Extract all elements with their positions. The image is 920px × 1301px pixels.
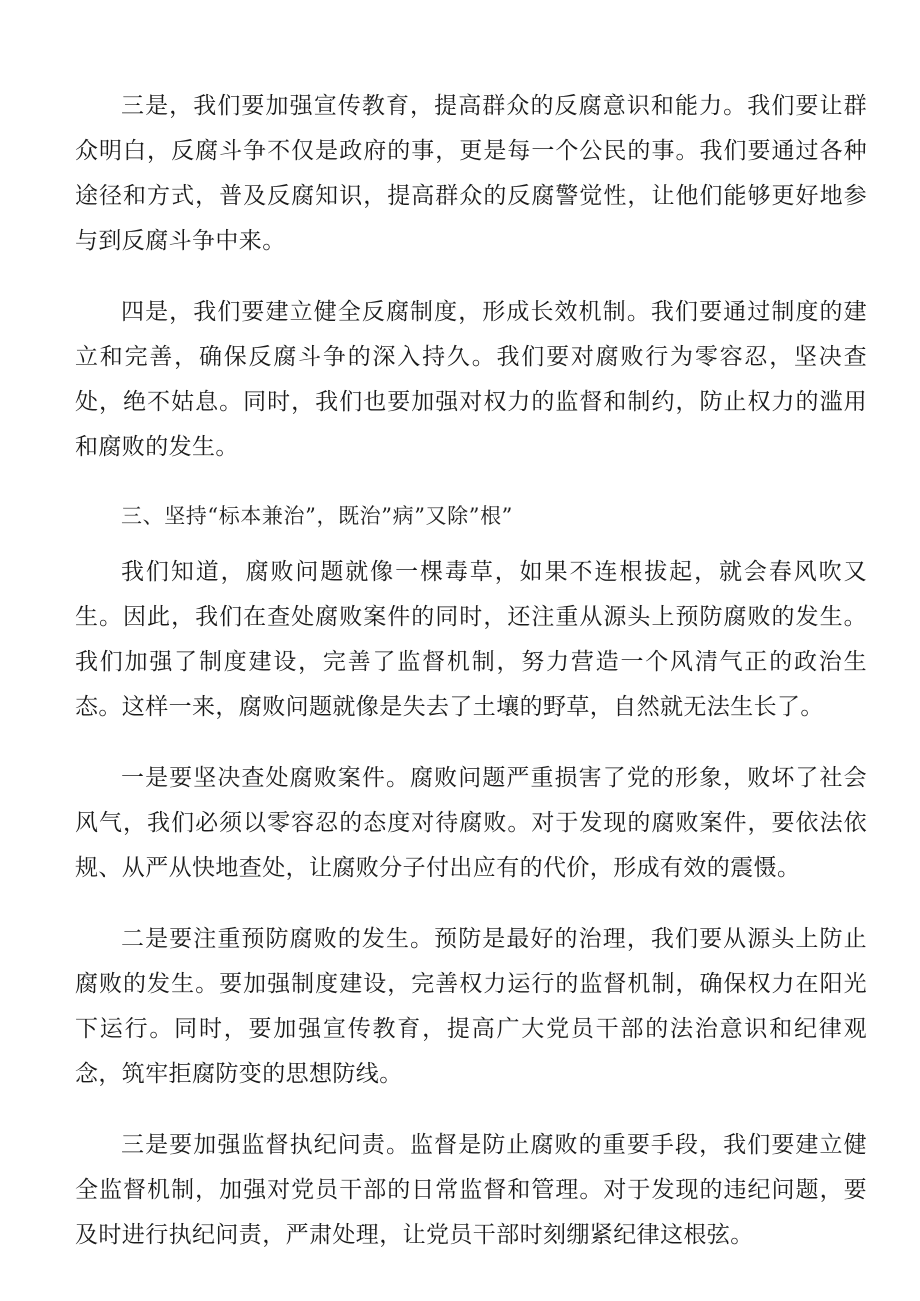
paragraph-fourth-point-system: 四是，我们要建立健全反腐制度，形成长效机制。我们要通过制度的建立和完善，确保反腐斗争的深入持久。我们要对腐败行为零容忍，坚决查处，绝不姑息。同时，我们也要加强对权力的监督和制约，防止权力的滥用和腐败的发生。 [75,299,867,460]
document-body [75,84,867,1284]
paragraph-poison-weed: 我们知道，腐败问题就像一棵毒草，如果不连根拔起，就会春风吹又生。因此，我们在查处腐败案件的同时，还注重从源头上预防腐败的发生。我们加强了制度建设，完善了监督机制，努力营造一个风清气正的政治生态。这样一来，腐败问题就像是失去了土壤的野草，自然就无法生长了。 [75,559,867,720]
paragraph-third-point-publicity: 三是，我们要加强宣传教育，提高群众的反腐意识和能力。我们要让群众明白，反腐斗争不仅是政府的事，更是每一个公民的事。我们要通过各种途径和方式，普及反腐知识，提高群众的反腐警觉性，让他们能够更好地参与到反腐斗争中来。 [75,93,867,254]
paragraph-prevention: 二是要注重预防腐败的发生。预防是最好的治理，我们要从源头上防止腐败的发生。要加强制度建设，完善权力运行的监督机制，确保权力在阳光下运行。同时，要加强宣传教育，提高广大党员干部的法治意识和纪律观念，筑牢拒腐防变的思想防线。 [75,926,867,1087]
section-heading-three: 三、坚持“标本兼治”，既治”病”又除”根” [121,504,514,528]
paragraph-supervision: 三是要加强监督执纪问责。监督是防止腐败的重要手段，我们要建立健全监督机制，加强对党员干部的日常监督和管理。对于发现的违纪问题，要及时进行执纪问责，严肃处理，让党员干部时刻绷紧纪律这根弦。 [75,1132,867,1248]
paragraph-investigate-cases: 一是要坚决查处腐败案件。腐败问题严重损害了党的形象，败坏了社会风气，我们必须以零容忍的态度对待腐败。对于发现的腐败案件，要依法依规、从严从快地查处，让腐败分子付出应有的代价，形成有效的震慑。 [75,765,867,881]
